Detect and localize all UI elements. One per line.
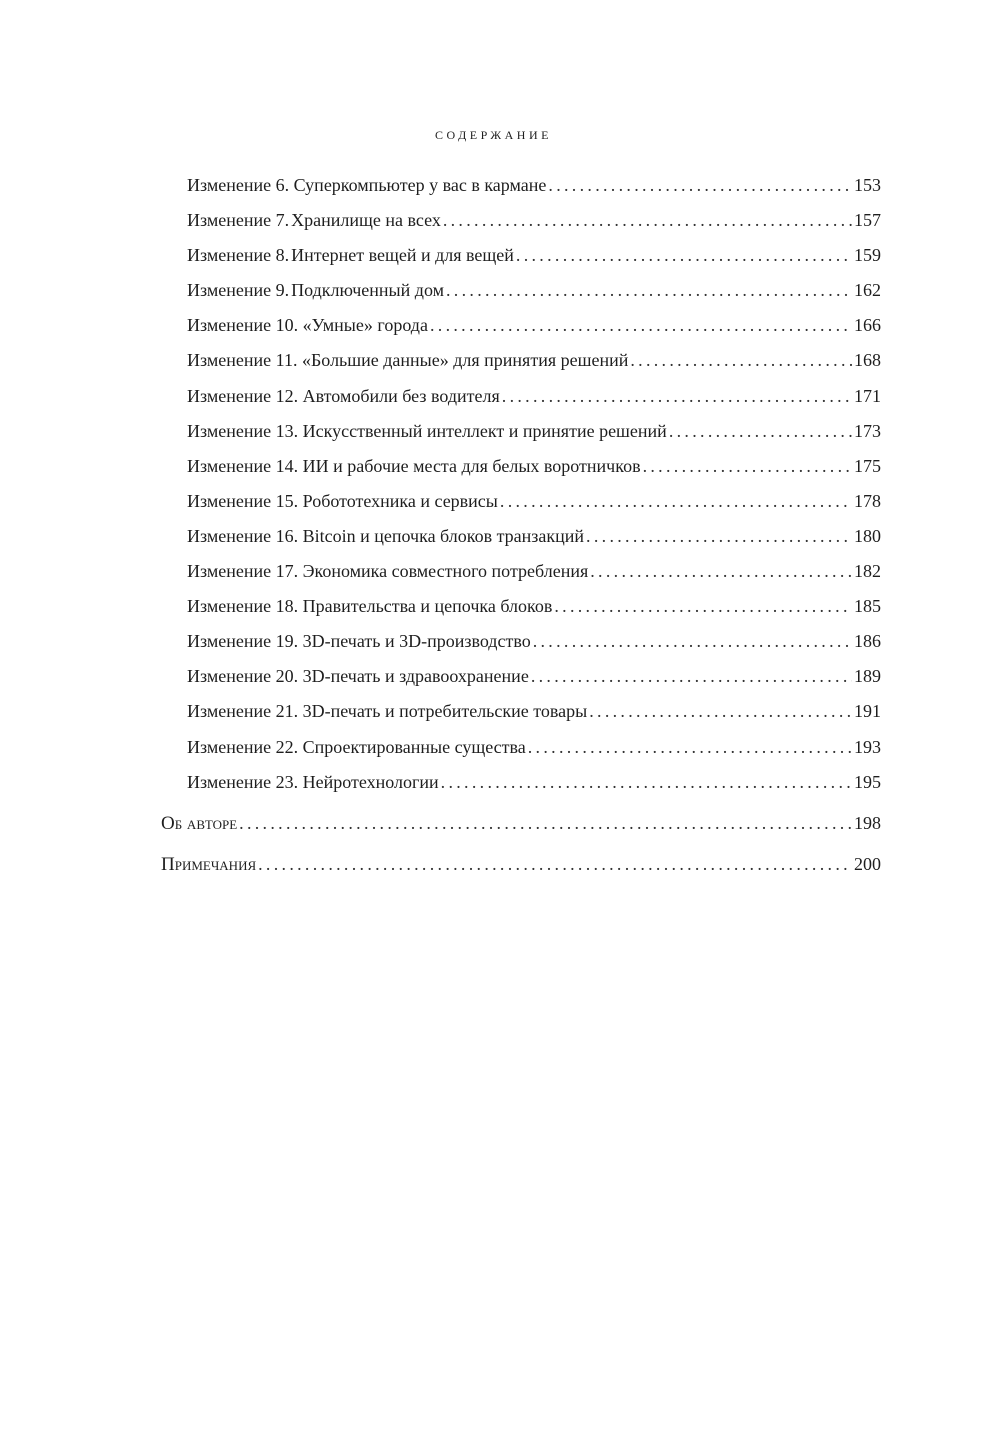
toc-entry-text: Автомобили без водителя <box>302 385 500 406</box>
leader-dots <box>589 694 852 729</box>
toc-entry[interactable] <box>187 414 881 449</box>
toc-entry-text: Робототехника и сервисы <box>302 490 498 511</box>
toc-entry-text: Правительства и цепочка блоков <box>302 596 553 617</box>
toc-entry-number: 16. <box>275 525 299 546</box>
toc-entry-page: 159 <box>854 245 881 266</box>
toc-entry-prefix: Изменение <box>187 631 272 652</box>
toc-entry-page: 157 <box>854 210 881 231</box>
toc-entry-title <box>187 659 529 694</box>
toc-entry-number: 11. <box>275 350 298 371</box>
toc-entry-number: 21. <box>275 701 299 722</box>
toc-entry-page: 195 <box>854 771 881 792</box>
toc-entry-title <box>187 379 500 414</box>
leader-dots <box>554 589 852 624</box>
toc-entry-title <box>187 343 628 378</box>
toc-entry-text: Суперкомпьютер у вас в кармане <box>293 175 547 195</box>
toc-entry-text: «Умные» города <box>302 315 428 336</box>
leader-dots <box>446 273 852 308</box>
toc-entry-number: 19. <box>275 631 299 652</box>
toc-entry-title <box>187 694 587 729</box>
toc-entry-text: 3D-печать и здравоохранение <box>302 666 529 687</box>
leader-dots <box>528 730 852 765</box>
toc-entry-title <box>187 238 514 273</box>
toc-entry-prefix: Изменение <box>187 525 272 546</box>
toc-entry-title <box>187 589 552 624</box>
toc-entry-number: 6. <box>275 175 290 195</box>
toc-entry-page: 178 <box>854 490 881 511</box>
toc-entry-text: Нейротехнологии <box>302 771 439 792</box>
toc-entry-text: ИИ и рабочие места для белых воротничков <box>302 455 641 476</box>
toc-entry-title <box>187 730 526 765</box>
toc-entry[interactable] <box>187 659 881 694</box>
toc-entry-page: 166 <box>854 315 881 336</box>
toc-entry-title <box>187 765 439 800</box>
toc-entry-page: 162 <box>854 280 881 301</box>
leader-dots <box>516 238 852 273</box>
toc-entry-number: 15. <box>275 490 299 511</box>
toc-entry-text: Экономика совместного потребления <box>302 561 589 582</box>
toc-main-entry-about[interactable] <box>161 806 881 841</box>
toc-entry[interactable] <box>187 694 881 729</box>
toc-entry-page: 171 <box>854 385 881 406</box>
toc-entry-prefix: Изменение <box>187 666 272 687</box>
leader-dots <box>441 765 852 800</box>
toc-entry[interactable] <box>187 273 881 308</box>
toc-entry-title <box>187 168 546 203</box>
toc-entry[interactable] <box>187 765 881 800</box>
leader-dots <box>630 343 852 378</box>
toc-entry-text: 3D-печать и 3D-производство <box>302 631 531 652</box>
toc-entry-prefix: Изменение <box>187 736 272 757</box>
toc-entry-prefix: Изменение <box>187 385 272 406</box>
toc-entry-page: 182 <box>854 561 881 582</box>
leader-dots <box>548 168 852 203</box>
leader-dots <box>533 624 852 659</box>
page-title: содержание <box>435 124 552 143</box>
toc-entry-page: 168 <box>854 350 881 371</box>
toc-entry[interactable] <box>187 203 881 238</box>
toc-entry-text: «Большие данные» для принятия решений <box>301 350 629 371</box>
toc-entry-text: Спроектированные существа <box>302 736 526 757</box>
toc-entry[interactable] <box>187 730 881 765</box>
toc-entry-text: Bitcoin и цепочка блоков транзакций <box>302 525 585 546</box>
toc-entry-number: 9. <box>275 280 290 301</box>
toc-subentries <box>187 168 881 800</box>
toc-entry-prefix: Изменение <box>187 561 272 582</box>
leader-dots <box>531 659 852 694</box>
toc-entry-page: 180 <box>854 525 881 546</box>
toc-entry-number: 8. <box>275 245 290 266</box>
toc-entry-text: Искусственный интеллект и принятие решений <box>302 420 667 441</box>
toc-entry-prefix: Изменение <box>187 490 272 511</box>
toc-entry-prefix: Изменение <box>187 420 272 441</box>
toc-entry[interactable] <box>187 624 881 659</box>
toc-entry-prefix: Изменение <box>187 701 272 722</box>
toc-entry[interactable] <box>187 484 881 519</box>
toc-entry-number: 20. <box>275 666 299 687</box>
toc-entry-title <box>187 449 641 484</box>
toc-main-title: Примечания <box>161 854 257 875</box>
leader-dots <box>258 847 852 882</box>
leader-dots <box>643 449 852 484</box>
toc-entry-page: 191 <box>854 701 881 722</box>
toc-entry[interactable] <box>187 343 881 378</box>
toc-entry-number: 13. <box>275 420 299 441</box>
toc-entry-prefix: Изменение <box>187 175 272 195</box>
toc-entry-title <box>187 519 584 554</box>
leader-dots <box>586 519 852 554</box>
toc-main-entry-notes[interactable] <box>161 847 881 882</box>
toc-entry-number: 12. <box>275 385 299 406</box>
toc-entry-text: Интернет вещей и для вещей <box>291 245 514 266</box>
toc-entry-title <box>187 273 444 308</box>
toc-entry-page: 175 <box>854 455 881 476</box>
leader-dots <box>502 379 852 414</box>
toc-entry-page: 173 <box>854 420 881 441</box>
toc-entry[interactable] <box>187 589 881 624</box>
toc-entry-title <box>187 203 441 238</box>
toc-entry-number: 7. <box>275 210 290 231</box>
toc-entry[interactable] <box>187 449 881 484</box>
toc-entry-title <box>187 414 667 449</box>
toc-entry[interactable] <box>187 238 881 273</box>
toc-entry-page: 185 <box>854 596 881 617</box>
toc-entry-number: 22. <box>275 736 299 757</box>
toc-entry-title <box>187 624 531 659</box>
toc-entry-prefix: Изменение <box>187 455 272 476</box>
toc-entry-number: 18. <box>275 596 299 617</box>
toc-entry[interactable] <box>187 379 881 414</box>
toc-entry-prefix: Изменение <box>187 771 272 792</box>
toc-entry-text: Подключенный дом <box>291 280 444 301</box>
leader-dots <box>590 554 852 589</box>
toc-entry-prefix: Изменение <box>187 245 272 266</box>
toc-entry-prefix: Изменение <box>187 280 272 301</box>
toc-entry-prefix: Изменение <box>187 350 272 371</box>
toc-entry-prefix: Изменение <box>187 596 272 617</box>
leader-dots <box>239 806 852 841</box>
toc-entry-title <box>187 484 498 519</box>
leader-dots <box>669 414 852 449</box>
toc-entry-page: 153 <box>854 175 881 195</box>
toc-entry-title <box>187 554 588 589</box>
toc-entry-page: 193 <box>854 736 881 757</box>
leader-dots <box>500 484 852 519</box>
toc-entry[interactable] <box>187 168 881 203</box>
toc-entry-title <box>187 308 428 343</box>
toc-entry-page: 186 <box>854 631 881 652</box>
toc-entry-prefix: Изменение <box>187 315 272 336</box>
leader-dots <box>443 203 852 238</box>
toc-entry-prefix: Изменение <box>187 210 272 231</box>
toc-main-page: 200 <box>854 854 881 874</box>
toc-entry[interactable] <box>187 519 881 554</box>
toc-main-title: Об авторе <box>161 813 238 834</box>
toc-entry[interactable] <box>187 554 881 589</box>
toc-entry[interactable] <box>187 308 881 343</box>
toc-entry-text: Хранилище на всех <box>291 210 441 231</box>
toc-main-page: 198 <box>854 813 881 833</box>
toc-entry-number: 10. <box>275 315 299 336</box>
leader-dots <box>430 308 852 343</box>
toc-entry-page: 189 <box>854 666 881 687</box>
toc-entry-number: 14. <box>275 455 299 476</box>
toc-entry-number: 23. <box>275 771 299 792</box>
toc-entry-text: 3D-печать и потребительские товары <box>302 701 588 722</box>
toc-entry-number: 17. <box>275 561 299 582</box>
